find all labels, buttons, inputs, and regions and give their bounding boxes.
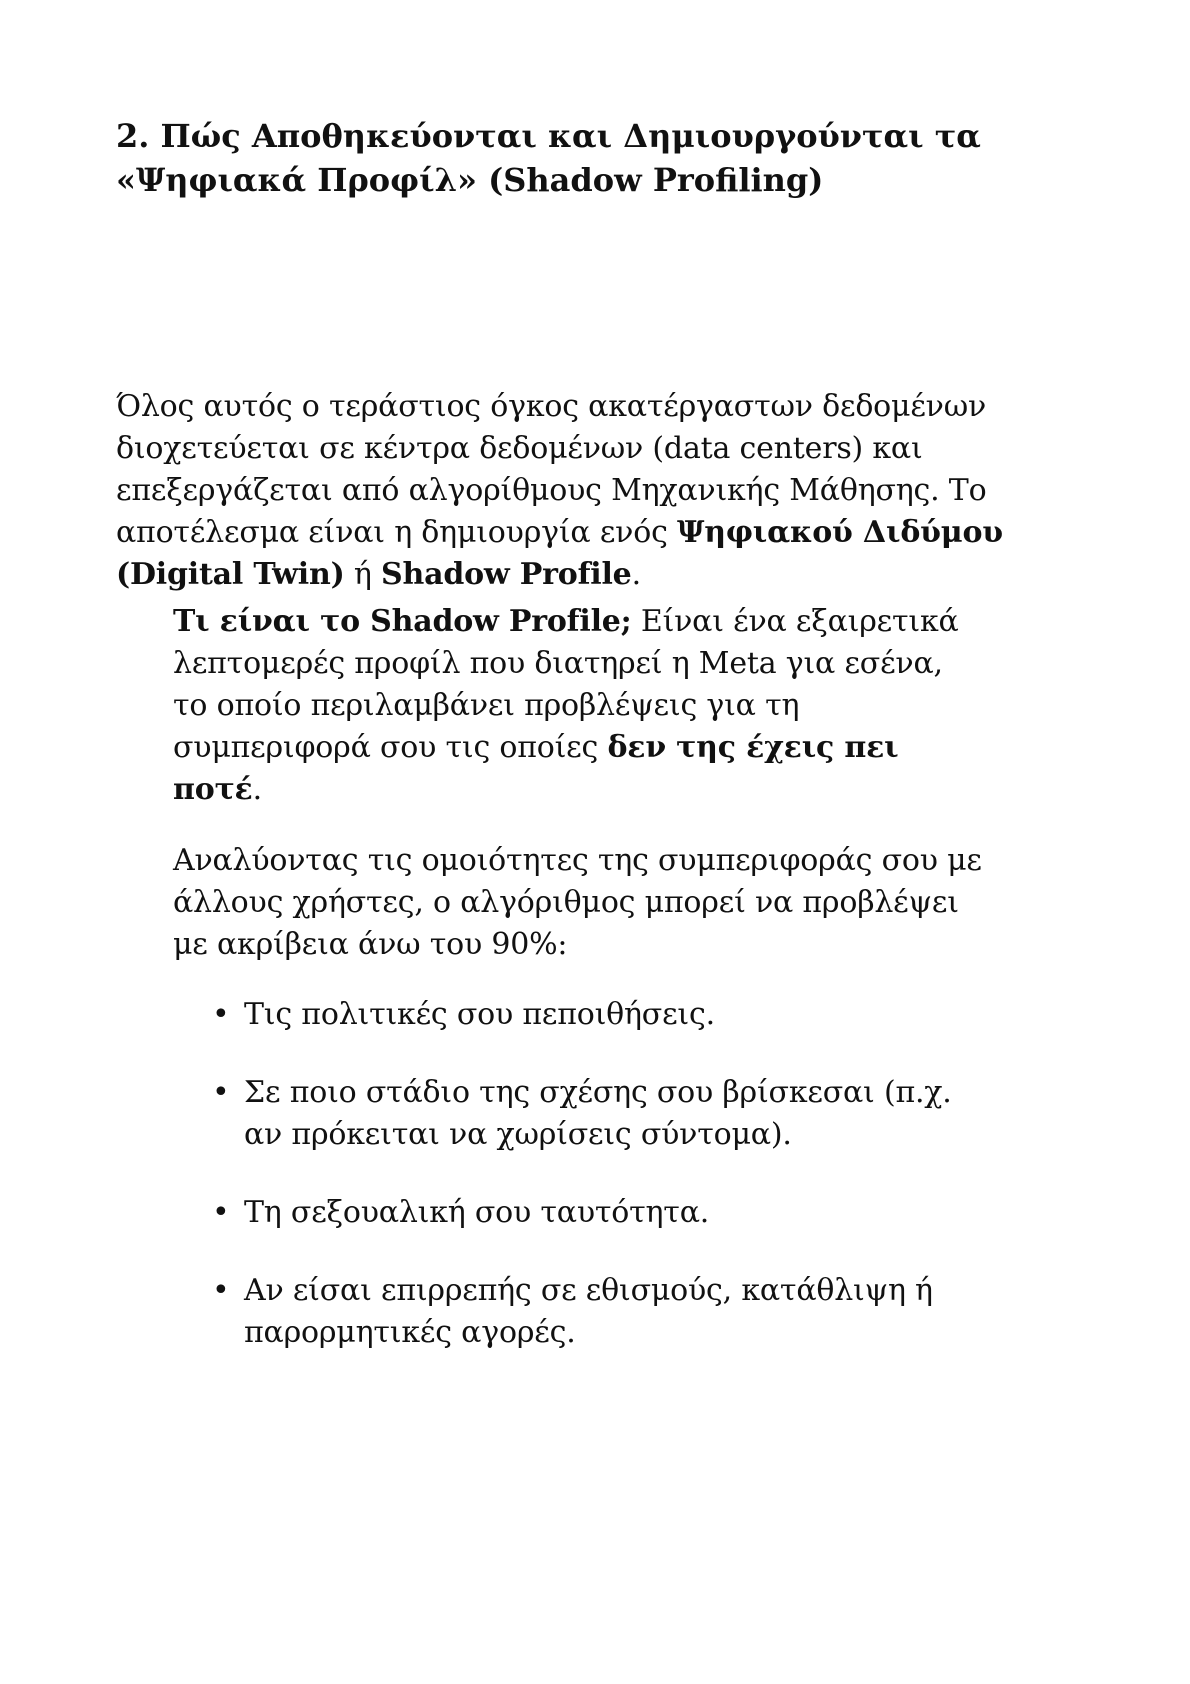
callout-line-1 bbox=[173, 601, 1053, 643]
heading-line-1: 2. Πώς Αποθηκεύονται και Δημιουργούνται τα bbox=[116, 117, 981, 155]
callout-line-5-end: . bbox=[252, 772, 262, 807]
list-item bbox=[212, 1072, 1072, 1156]
bullet-icon: • bbox=[212, 1273, 230, 1308]
callout-line-3: το οποίο περιλαμβάνει προβλέψεις για τη bbox=[173, 688, 800, 723]
list-item bbox=[212, 994, 1072, 1036]
callout-line-4 bbox=[173, 727, 1053, 769]
bullet-icon: • bbox=[212, 1075, 230, 1110]
callout-line-4-text: συμπεριφορά σου τις οποίες bbox=[173, 730, 608, 765]
shadow-profile-definition bbox=[173, 601, 1053, 811]
list-item-line-2: παρορμητικές αγορές. bbox=[244, 1315, 576, 1350]
intro-line-5-end: . bbox=[631, 557, 641, 592]
list-item-line-1: Τη σεξουαλική σου ταυτότητα. bbox=[244, 1195, 710, 1230]
never-told-emphasis: δεν της έχεις πει bbox=[607, 730, 899, 765]
heading-line-2: «Ψηφιακά Προφίλ» (Shadow Profiling) bbox=[116, 161, 824, 199]
digital-twin-term: (Digital Twin) bbox=[116, 557, 345, 592]
analysis-paragraph bbox=[173, 840, 1053, 966]
intro-line-2: διοχετεύεται σε κέντρα δεδομένων (data centers) και bbox=[116, 431, 923, 466]
shadow-profile-term: Shadow Profile bbox=[381, 557, 632, 592]
list-item-line-1: Σε ποιο στάδιο της σχέσης σου βρίσκεσαι (π.χ. bbox=[244, 1075, 952, 1110]
list-item-line-2: αν πρόκειται να χωρίσεις σύντομα). bbox=[244, 1117, 792, 1152]
digital-twin-term-greek: Ψηφιακού Διδύμου bbox=[677, 515, 1003, 550]
prediction-list bbox=[212, 994, 1072, 1390]
callout-line-1-rest: Είναι ένα εξαιρετικά bbox=[631, 604, 959, 639]
list-item bbox=[212, 1270, 1072, 1354]
analysis-line-1: Αναλύοντας τις ομοιότητες της συμπεριφοράς σου με bbox=[173, 843, 982, 878]
callout-question: Τι είναι το Shadow Profile; bbox=[173, 604, 632, 639]
list-item-line-1: Αν είσαι επιρρεπής σε εθισμούς, κατάθλιψη ή bbox=[244, 1273, 933, 1308]
never-emphasis: ποτέ bbox=[173, 772, 253, 807]
intro-line-5-connector: ή bbox=[344, 557, 382, 592]
analysis-line-3: με ακρίβεια άνω του 90%: bbox=[173, 927, 568, 962]
callout-line-5 bbox=[173, 769, 1053, 811]
intro-paragraph bbox=[116, 386, 1096, 596]
analysis-line-2: άλλους χρήστες, ο αλγόριθμος μπορεί να προβλέψει bbox=[173, 885, 959, 920]
section-heading bbox=[116, 114, 1076, 202]
intro-line-4 bbox=[116, 512, 1096, 554]
intro-line-1: Όλος αυτός ο τεράστιος όγκος ακατέργαστων δεδομένων bbox=[116, 389, 987, 424]
bullet-icon: • bbox=[212, 997, 230, 1032]
intro-line-3: επεξεργάζεται από αλγορίθμους Μηχανικής Μάθησης. Το bbox=[116, 473, 987, 508]
bullet-icon: • bbox=[212, 1195, 230, 1230]
intro-line-5 bbox=[116, 554, 1096, 596]
list-item bbox=[212, 1192, 1072, 1234]
callout-line-2: λεπτομερές προφίλ που διατηρεί η Meta για εσένα, bbox=[173, 646, 943, 681]
list-item-line-1: Τις πολιτικές σου πεποιθήσεις. bbox=[244, 997, 715, 1032]
intro-line-4-text: αποτέλεσμα είναι η δημιουργία ενός bbox=[116, 515, 678, 550]
